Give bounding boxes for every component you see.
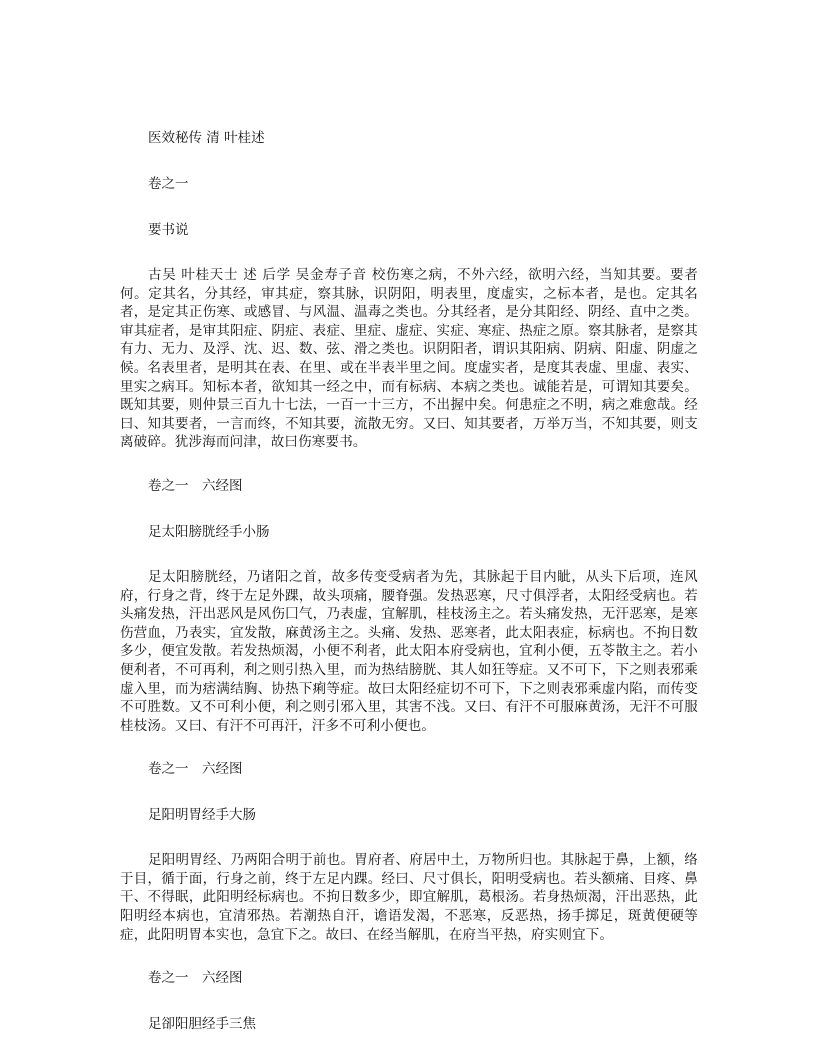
chapter-title-yangming: 足阳明胃经手大肠 [148,807,256,824]
chapter-header-yangming: 卷之一 六经图 [148,761,243,778]
chapter-title-taiyang: 足太阳膀胱经手小肠 [148,523,270,540]
chapter-header-shaoyang: 卷之一 六经图 [148,970,243,987]
intro-paragraph: 古吴 叶桂天士 述 后学 吴金寿子音 校伤寒之病，不外六经，欲明六经，当知其要。要者何。定其名，分其经，审其症，察其脉，识阴阳，明表里，度虚实，之标本者，是也。定其名者，是定其正伤寒、或感冒、与风温、温毒之类也。分其经者，是分其阳经、阴经、直中之类。审其症者，是审其阳症、阴症、表症、里症、虚症、实症、寒症、热症之原。察其脉者，是察其有力、无力、及浮、沈、迟、数、弦、滑之类也。识阴阳者，谓识其阳病、阴病、阳虚、阴虚之候。名表里者，是明其在表、在里、或在半表半里之间。度虚实者，是度其表虚、里虚、表实、里实之病耳。知标本者，欲知其一经之中，而有标病、本病之类也。诚能若是，可谓知其要矣。既知其要，则仲景三百九十七法，一百一十三方，不出握中矣。何患症之不明，病之难愈哉。经曰、知其要者，一言而终，不知其要，流散无穷。又曰、知其要者，万举万当，不知其要，则支离破碎。犹涉海而问津，故曰伤寒要书。 [120,267,698,451]
chapter-title-shaoyang: 足卻阳胆经手三焦 [148,1016,256,1033]
chapter-body-yangming: 足阳明胃经、乃两阳合明于前也。胃府者、府居中土，万物所归也。其脉起于鼻，上额，络于目，循于面，行身之前，终于左足内踝。经曰、尺寸俱长，阳明受病也。若头额痛、目疼、鼻干、不得眠，此阳明经标病也。不拘日数多少，即宜解肌，葛根汤。若身热烦渴，汗出恶热，此阳明经本病也，宜清邪热。若潮热自汗，谵语发渴，不恶寒，反恶热，扬手掷足，斑黄便硬等症，此阳明胃本实也，急宜下之。故曰、在经当解肌，在府当平热，府实则宜下。 [120,852,698,943]
document-title: 医效秘传 清 叶桂述 [148,130,265,146]
section-title: 要书说 [148,222,189,238]
document-page [120,128,698,1060]
volume-heading: 卷之一 [148,176,189,192]
chapter-header-taiyang: 卷之一 六经图 [148,477,243,494]
chapter-body-taiyang: 足太阳膀胱经，乃诸阳之首，故多传变受病者为先，其脉起于目内眦，从头下后项，连风府，行身之背，终于左足外踝，故头项痛，腰脊强。发热恶寒，尺寸俱浮者，太阳经受病也。若头痛发热，汗出恶风是风伤囗气，乃表虚，宜解肌，桂枝汤主之。若头痛发热，无汗恶寒，是寒伤营血，乃表实，宜发散，麻黄汤主之。头痛、发热、恶寒者，此太阳表症，标病也。不拘日数多少，便宜发散。若发热烦渴，小便不利者，此太阳本府受病也，宜利小便，五苓散主之。若小便利者，不可再利，利之则引热入里，而为热结膀胱、其人如狂等症。又不可下，下之则表邪乘虚入里，而为痞满结胸、协热下痢等症。故曰太阳经症切不可下，下之则表邪乘虚内陷，而传变不可胜数。又不可利小便，利之则引邪入里，其害不浅。又曰、有汗不可服麻黄汤，无汗不可服桂枝汤。又曰、有汗不可再汗，汗多不可利小便也。 [120,568,698,734]
